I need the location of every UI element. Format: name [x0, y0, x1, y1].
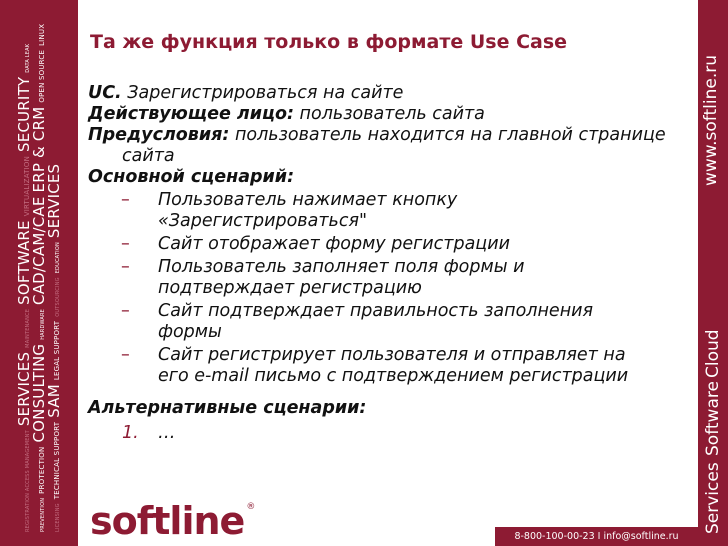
item-number: 1. — [122, 423, 139, 443]
list-item — [88, 190, 696, 232]
word-cloud-term: REGISTRATION ACCESS MANAGEMENT — [24, 430, 31, 532]
word-cloud-term: TECHNICAL SUPPORT — [52, 421, 61, 500]
list-item — [88, 234, 696, 255]
step-line: «Зарегистрироваться" — [158, 211, 368, 231]
main-scenario-label: Основной сценарий: — [88, 167, 295, 187]
word-cloud-term: SERVICES — [14, 351, 33, 427]
alt-scenario-heading — [88, 398, 696, 419]
precondition-label: Предусловия: — [88, 125, 230, 145]
word-cloud-term: SECURITY — [14, 76, 33, 152]
software-label-block — [698, 380, 728, 458]
software-label: Software — [703, 381, 723, 456]
actor-text: пользователь сайта — [293, 104, 485, 124]
dash-bullet: – — [121, 257, 130, 277]
word-cloud-term: OPEN SOURCE — [37, 49, 46, 103]
services-label: Services — [703, 462, 723, 534]
dash-bullet: – — [121, 234, 130, 254]
use-case-line — [88, 83, 696, 104]
registered-mark: ® — [246, 502, 256, 512]
list-item — [88, 257, 696, 299]
word-cloud-term: HARDWARE — [39, 308, 46, 340]
main-scenario-steps — [88, 190, 696, 387]
left-decorative-stripe — [0, 0, 78, 546]
precondition-continuation — [88, 146, 696, 167]
step-line: Пользователь заполняет поля формы и — [158, 257, 525, 277]
dash-bullet: – — [121, 345, 130, 365]
list-item — [88, 345, 696, 387]
precondition-text: пользователь находится на главной странице — [229, 125, 666, 145]
word-cloud-term: LINUX — [37, 23, 46, 46]
word-cloud-term: OUTSOURCING — [54, 277, 61, 317]
list-item — [88, 301, 696, 343]
actor-line — [88, 104, 696, 125]
step-line: Сайт отображает форму регистрации — [158, 234, 510, 254]
word-cloud-term: SERVICES — [44, 163, 63, 239]
main-scenario-heading — [88, 167, 696, 188]
word-cloud-term: DATA LEAK — [24, 43, 31, 73]
word-cloud-term: CAD/CAM/CAE — [29, 196, 48, 305]
word-cloud-term: SAM — [44, 384, 63, 418]
step-line: формы — [158, 322, 222, 342]
step-line: Сайт регистрирует пользователя и отправляет на — [158, 345, 626, 365]
alt-scenario-label: Альтернативные сценарии: — [88, 398, 367, 418]
contact-footer: 8-800-100-00-23 I info@softline.ru — [495, 527, 698, 546]
services-word-cloud — [0, 0, 78, 546]
word-cloud-row — [29, 0, 48, 532]
right-brand-bar — [698, 0, 728, 546]
word-cloud-term: LICENSING — [54, 503, 61, 532]
website-url[interactable]: www.softline.ru — [701, 54, 721, 186]
logo-wordmark: softline — [90, 499, 245, 543]
cloud-label-block — [698, 322, 728, 380]
word-cloud-term: MAINTENANCE — [24, 308, 31, 348]
word-cloud-term: PROTECTION — [37, 446, 46, 494]
step-line: Сайт подтверждает правильность заполнения — [158, 301, 594, 321]
use-case-label: UC. — [88, 83, 122, 103]
actor-label: Действующее лицо: — [88, 104, 294, 124]
step-line: Пользователь нажимает кнопку — [158, 190, 458, 210]
dash-bullet: – — [121, 190, 130, 210]
slide-title: Та же функция только в формате Use Case — [90, 31, 568, 53]
services-label-block — [698, 458, 728, 536]
step-line: его e-mail письмо с подтверждением регистрации — [158, 366, 629, 386]
dash-bullet: – — [121, 301, 130, 321]
word-cloud-term: PREVENTION — [39, 497, 46, 532]
word-cloud-term: SOFTWARE — [14, 220, 33, 305]
cloud-label: Cloud — [703, 329, 723, 378]
word-cloud-term: CONSULTING — [29, 343, 48, 443]
list-item — [88, 423, 696, 444]
word-cloud-term: VIRTUALIZATION — [22, 155, 31, 217]
word-cloud-term: EDUCATION — [54, 242, 61, 274]
alt-item-text: … — [158, 423, 176, 443]
word-cloud-row — [44, 0, 63, 532]
step-line: подтверждает регистрацию — [158, 278, 422, 298]
word-cloud-term: LEGAL SUPPORT — [52, 320, 61, 381]
precondition-continuation-text: сайта — [122, 146, 175, 166]
slide-content — [88, 83, 696, 444]
use-case-text: Зарегистрироваться на сайте — [121, 83, 404, 103]
precondition-line — [88, 125, 696, 146]
softline-logo — [90, 499, 256, 543]
alt-scenario-list — [88, 423, 696, 444]
word-cloud-term: ERP & CRM — [29, 106, 48, 193]
